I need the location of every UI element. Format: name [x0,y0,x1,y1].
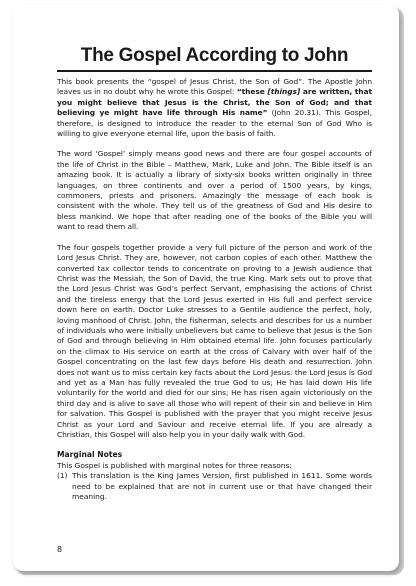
note-text: This translation is the King James Version, first published in 1611. Some words need to be explained that are not in current use or that have changed their meaning. [72,471,372,502]
intro-text: This book presents the “gospel of Jesus Christ, the Son of God”. The Apostle John leaves us in no doubt why he wrote this Gospel: [57,77,372,97]
intro-rest: This Gospel, therefore, is designed to introduce the reader to the eternal Son of God Who is willing to give everyone eternal life, upon the basis of faith. [57,108,372,139]
page-number: 8 [57,545,63,554]
intro-paragraph [57,77,372,139]
page-content [57,45,372,502]
scripture-quote: “these [things] are written, that you might believe that Jesus is the Christ, the Son of God; and that believing ye might have life through His name” [57,87,373,118]
title-rule [57,70,372,72]
marginal-notes-intro: This Gospel is published with marginal notes for three reasons: [57,460,292,470]
gospel-meaning-paragraph: The word ‘Gospel’ simply means good news and there are four gospel accounts of the life of Christ in the Bible – Matthew, Mark, Luke and John. The Bible itself is an amazing book. It is actually a library of sixty-six books written originally in three languages, on three continents and over a period of 1500 years, by kings, commoners, priests and prisoners. Amazingly the message of each book is consistent with the whole. They tell us of the greatness of God and His desire to bless mankind. We hope that after reading one of the books of the Bible you will want to read them all. [57,149,372,232]
marginal-notes-heading: Marginal Notes [57,450,123,460]
page-title: The Gospel According to John [80,45,349,66]
note-number: (1) [57,471,68,481]
book-page [13,5,399,571]
marginal-note-item [57,471,372,502]
four-gospels-paragraph: The four gospels together provide a very full picture of the person and work of the Lord Jesus Christ. They are, however, not carbon copies of each other. Matthew the converted tax collector tends to concentrate on proving to a Jewish audience that Christ was the Messiah, the Son of David, the true King. Mark sets out to prove that the Lord Jesus Christ was God’s perfect Servant, emphasising the actions of Christ and the tireless energy that the Lord Jesus exerted in His full and perfect service down here on earth. Doctor Luke stresses to a Gentile audience the perfect, holy, loving manhood of Christ. John, the fisherman, selects and describes for us a number of individuals who were initially unbelievers but came to believe that Jesus is the Son of God and through believing in Him obtained eternal life. John focuses particularly on the climax to His service on earth at the cross of Calvary with over half of the Gospel concentrating on the last few days before His death and resurrection. John does not want us to miss certain key facts about the Lord Jesus: the Lord Jesus is God and yet as a Man has fully revealed the true God to us; He has laid down His life voluntarily for the world and died for our sins; He has risen again victoriously on the third day and is alive to save all those who will repent of their sin and believe in Him for salvation. This Gospel is published with the prayer that you might receive Jesus Christ as your Lord and Saviour and receive eternal life. If you are already a Christian, this Gospel will also help you in your daily walk with God. [57,242,372,439]
bracketed-word: [things] [267,87,301,97]
scripture-reference: (John 20.31). [267,108,321,118]
